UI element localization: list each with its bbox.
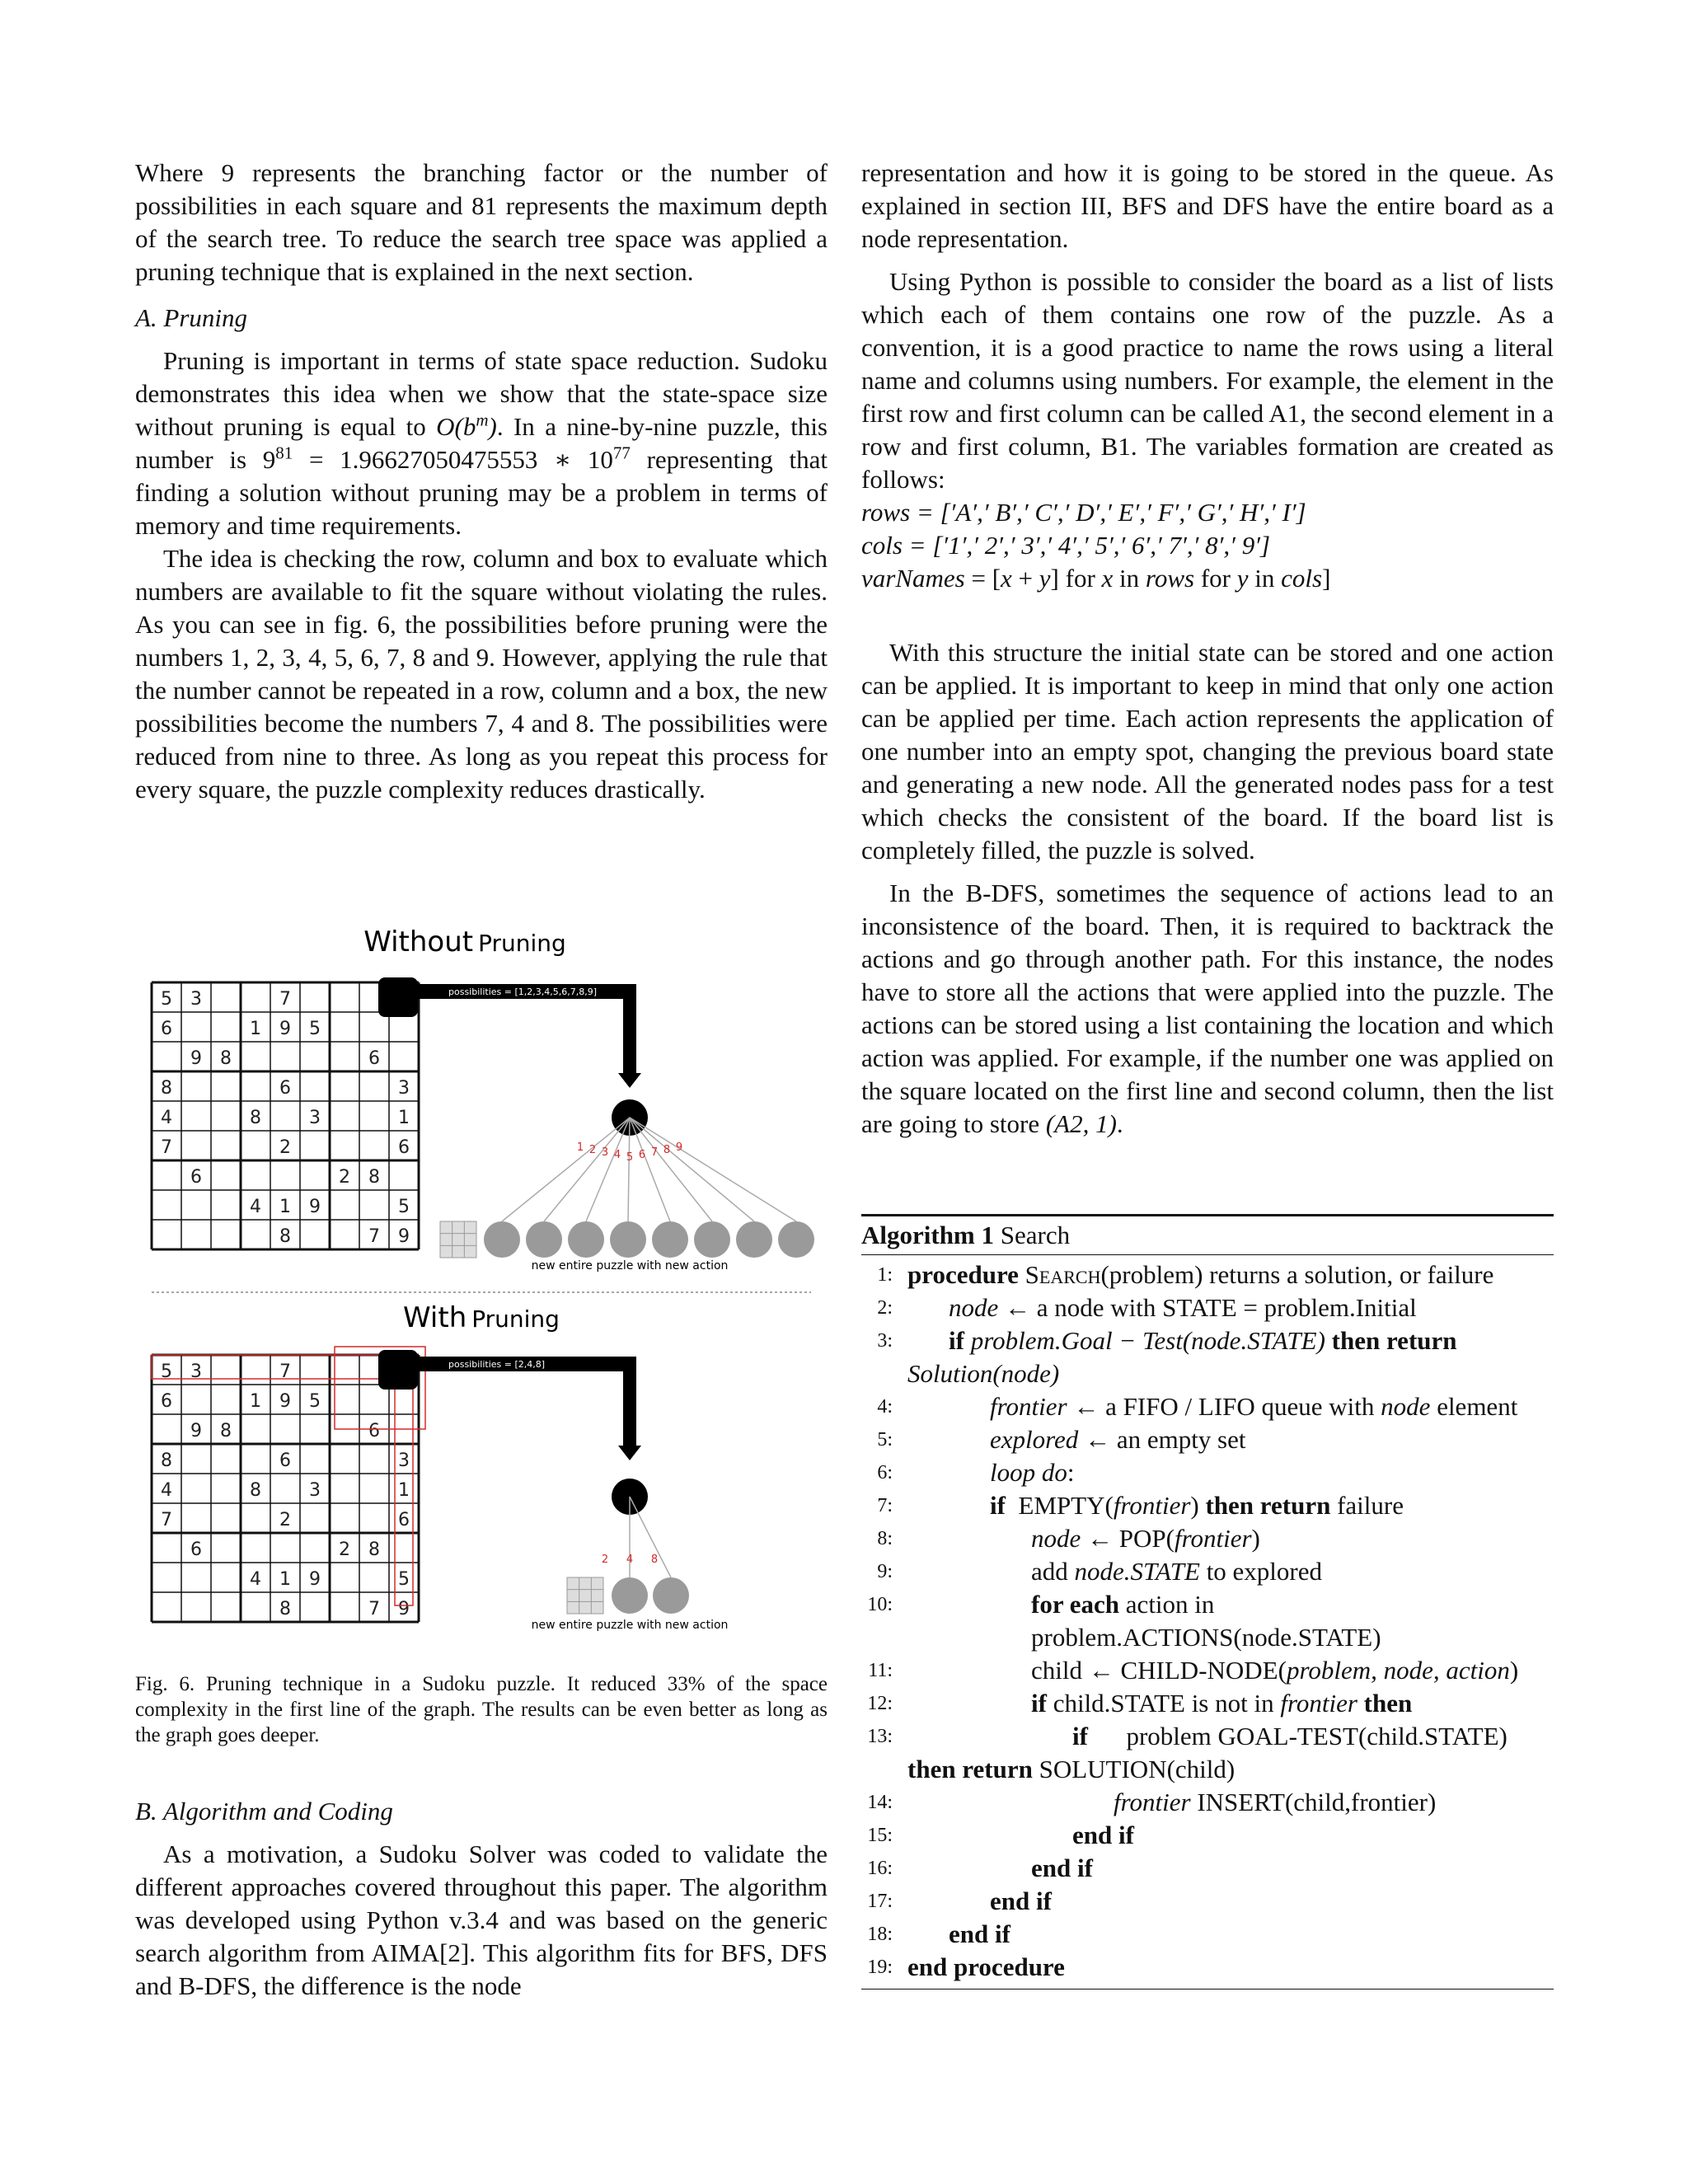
child-node bbox=[612, 1577, 648, 1614]
child-node bbox=[694, 1221, 730, 1258]
grid-cell-value: 6 bbox=[190, 1167, 202, 1188]
algo-line-7: 7: if EMPTY(frontier) then return failure bbox=[877, 1491, 1404, 1520]
child-node bbox=[484, 1221, 520, 1258]
grid-cell-value: 7 bbox=[368, 1599, 380, 1619]
child-node bbox=[652, 1221, 688, 1258]
grid-cell-value: 5 bbox=[398, 1197, 410, 1217]
figure-caption: Fig. 6. Pruning technique in a Sudoku puzzle. It reduced 33% of the space complexity in the first line of the graph. The results can be even better as long as the graph goes deeper. bbox=[135, 1673, 828, 1746]
branch-edge bbox=[630, 1118, 796, 1221]
algo-line-6: 6: loop do: bbox=[877, 1458, 1075, 1487]
child-node bbox=[653, 1577, 689, 1614]
algo-line-4: 4: frontier ← a FIFO / LIFO queue with node element bbox=[877, 1392, 1518, 1421]
grid-cell-value: 6 bbox=[161, 1019, 172, 1039]
section-b bbox=[135, 1795, 828, 2003]
child-node bbox=[568, 1221, 604, 1258]
branch-action-label: 2 bbox=[588, 1144, 597, 1156]
branch-action-label: 3 bbox=[601, 1146, 609, 1159]
right-paragraph-0: representation and how it is going to be stored in the queue. As explained in section III, BFS and DFS have the entire board as a node representation. bbox=[861, 158, 1554, 253]
branch-action-label: 9 bbox=[675, 1141, 683, 1154]
algo-line-8: 8: node ← POP(frontier) bbox=[877, 1524, 1260, 1553]
algo-line-19: 19: end procedure bbox=[867, 1952, 1065, 1981]
grid-cell-value: 9 bbox=[309, 1569, 321, 1590]
branch-edge bbox=[630, 1118, 670, 1221]
grid-cell-value: 8 bbox=[279, 1226, 291, 1247]
algo-line-1: 1: procedure Search(problem) returns a solution, or failure bbox=[877, 1260, 1494, 1289]
branch-action-label: 1 bbox=[576, 1141, 584, 1154]
algo-line-13: 13: if problem GOAL-TEST(child.STATE) bbox=[867, 1722, 1507, 1750]
algo-line-5: 5: explored ← an empty set bbox=[877, 1425, 1246, 1454]
right-column bbox=[861, 157, 1554, 1141]
grid-cell-value: 5 bbox=[309, 1391, 321, 1412]
algo-line-13-cont: then return SOLUTION(child) bbox=[907, 1755, 1236, 1783]
grid-cell-value: 1 bbox=[398, 1480, 410, 1501]
algo-line-10: 10: for each action in problem.ACTIONS(node.STATE) bbox=[867, 1590, 1381, 1652]
section-b-heading: B. Algorithm and Coding bbox=[135, 1797, 393, 1825]
rows-definition: rows = [′A′,′ B′,′ C′,′ D′,′ E′,′ F′,′ G′,′ H′,′ I′] bbox=[861, 498, 1306, 527]
grid-cell-value: 8 bbox=[250, 1480, 261, 1501]
grid-cell-value: 4 bbox=[161, 1108, 172, 1128]
grid-cell-value: 5 bbox=[309, 1019, 321, 1039]
grid-cell-value: 5 bbox=[398, 1569, 410, 1590]
algo-line-18: 18: end if bbox=[867, 1919, 1010, 1948]
grid-cell-value: 6 bbox=[398, 1137, 410, 1158]
grid-cell-value: 7 bbox=[279, 1361, 291, 1382]
grid-cell-value: 6 bbox=[279, 1451, 291, 1471]
grid-cell-value: 2 bbox=[279, 1510, 291, 1530]
grid-cell-value: 5 bbox=[161, 989, 172, 1010]
selected-cell-bottom bbox=[378, 1350, 418, 1390]
grid-cell-value: 6 bbox=[368, 1048, 380, 1069]
arrow-shaft-vertical-bottom bbox=[623, 1357, 636, 1447]
grid-cell-value: 1 bbox=[250, 1019, 261, 1039]
algorithm-title: Algorithm 1 Search bbox=[861, 1221, 1071, 1249]
branch-action-label: 4 bbox=[613, 1149, 621, 1161]
grid-cell-value: 3 bbox=[398, 1451, 410, 1471]
branch-label-bottom: new entire puzzle with new action bbox=[531, 1619, 729, 1632]
algo-line-3: 3: if problem.Goal − Test(node.STATE) then return bbox=[877, 1326, 1457, 1355]
varnames-definition: varNames = [x + y] for x in rows for y in cols] bbox=[861, 564, 1331, 593]
child-node bbox=[778, 1221, 814, 1258]
algo-line-12: 12: if child.STATE is not in frontier then bbox=[867, 1689, 1413, 1718]
grid-cell-value: 6 bbox=[190, 1540, 202, 1560]
mini-puzzle-icon bbox=[567, 1577, 603, 1614]
grid-cell-value: 8 bbox=[161, 1451, 172, 1471]
arrow-head-top bbox=[618, 1073, 641, 1088]
grid-cell-value: 4 bbox=[250, 1197, 261, 1217]
grid-cell-value: 1 bbox=[279, 1197, 291, 1217]
grid-cell-value: 8 bbox=[279, 1599, 291, 1619]
branch-edge bbox=[502, 1118, 630, 1221]
grid-cell-value: 8 bbox=[368, 1167, 380, 1188]
selected-cell-top bbox=[378, 977, 418, 1017]
grid-cell-value: 2 bbox=[339, 1167, 350, 1188]
algo-line-16: 16: end if bbox=[867, 1854, 1093, 1882]
grid-cell-value: 7 bbox=[368, 1226, 380, 1247]
arrow-head-bottom bbox=[618, 1446, 641, 1460]
grid-cell-value: 6 bbox=[279, 1078, 291, 1099]
grid-cell-value: 9 bbox=[398, 1599, 410, 1619]
right-paragraph-2: With this structure the initial state can be stored and one action can be applied. It is important to keep in mind that only one action can be applied per time. Each action represents the application of one number into an empty spot, changing the previous board state and generating a new node. All the generated nodes pass for a test which checks the consistent of the board. If the board list is completely filled, the puzzle is solved. bbox=[861, 638, 1554, 865]
grid-cell-value: 9 bbox=[398, 1226, 410, 1247]
left-column bbox=[135, 157, 828, 806]
algo-line-11: 11: child ← CHILD-NODE(problem, node, action) bbox=[868, 1656, 1519, 1685]
possibilities-label-bottom: possibilities = [2,4,8] bbox=[448, 1359, 546, 1370]
branch-label-top: new entire puzzle with new action bbox=[531, 1259, 729, 1272]
sudoku-grid-without-pruning bbox=[152, 982, 419, 1249]
pruning-paragraph-2: The idea is checking the row, column and box to evaluate which numbers are available to fit the square without violating the rules. As you can see in fig. 6, the possibilities before pruning were the numbers 1, 2, 3, 4, 5, 6, 7, 8 and 9. However, applying the rule that the number cannot be repeated in a row, column and a box, the new possibilities become the numbers 7, 4 and 8. The possibilities were reduced from nine to three. As long as you repeat this process for every square, the puzzle complexity reduces drastically. bbox=[135, 544, 828, 804]
child-node bbox=[736, 1221, 772, 1258]
child-node bbox=[610, 1221, 646, 1258]
algorithm-1 bbox=[861, 1214, 1554, 1990]
grid-cell-value: 8 bbox=[220, 1048, 232, 1069]
grid-cell-value: 2 bbox=[279, 1137, 291, 1158]
grid-cell-value: 6 bbox=[398, 1510, 410, 1530]
right-paragraph-3: In the B-DFS, sometimes the sequence of actions lead to an inconsistence of the board. Then, it is required to backtrack the actions and go through another path. For this instance, the nodes have to store all the actions that were applied into the puzzle. The actions can be stored using a list containing the location and which action was applied. For example, if the number one was applied on the square located on the first line and second column, then the list are going to store (A2, 1). bbox=[861, 879, 1554, 1138]
algo-line-14: 14: frontier INSERT(child,frontier) bbox=[867, 1788, 1437, 1816]
grid-cell-value: 8 bbox=[161, 1078, 172, 1099]
grid-cell-value: 9 bbox=[309, 1197, 321, 1217]
grid-cell-value: 7 bbox=[279, 989, 291, 1010]
grid-cell-value: 1 bbox=[398, 1108, 410, 1128]
top-title: Without Pruning bbox=[363, 926, 566, 958]
grid-cell-value: 3 bbox=[398, 1078, 410, 1099]
grid-cell-value: 4 bbox=[250, 1569, 261, 1590]
child-node bbox=[526, 1221, 562, 1258]
algo-line-17: 17: end if bbox=[867, 1886, 1052, 1915]
branch-action-label: 5 bbox=[626, 1151, 634, 1164]
arrow-shaft-vertical-top bbox=[623, 984, 636, 1075]
grid-cell-value: 6 bbox=[368, 1421, 380, 1441]
pruning-paragraph-1: Pruning is important in terms of state space reduction. Sudoku demonstrates this idea when we show that the state-space size without pruning is equal to $O(b^m)$. In a nine-by-nine puzzle, this number is $9^{81} = 1.96627050475553$ ∗ $10^{77}$ representing that finding a solution without pruning may be a problem in terms of memory and time requirements. bbox=[135, 346, 828, 540]
possibilities-label-top: possibilities = [1,2,3,4,5,6,7,8,9] bbox=[448, 987, 598, 997]
grid-cell-value: 3 bbox=[190, 989, 202, 1010]
grid-cell-value: 9 bbox=[279, 1391, 291, 1412]
algo-line-9: 9: add node.STATE to explored bbox=[877, 1557, 1323, 1586]
grid-cell-value: 7 bbox=[161, 1510, 172, 1530]
algo-line-3-cont: Solution(node) bbox=[907, 1359, 1060, 1388]
grid-cell-value: 7 bbox=[161, 1137, 172, 1158]
algo-line-2: 2: node ← a node with STATE = problem.Initial bbox=[877, 1293, 1417, 1322]
branch-action-label: 4 bbox=[626, 1554, 634, 1566]
branch-action-label: 8 bbox=[663, 1144, 671, 1156]
branch-action-label: 7 bbox=[650, 1146, 659, 1159]
branches-without-pruning bbox=[440, 1118, 814, 1258]
bottom-title: With Pruning bbox=[403, 1301, 560, 1334]
grid-cell-value: 9 bbox=[190, 1048, 202, 1069]
grid-cell-value: 4 bbox=[161, 1480, 172, 1501]
grid-cell-value: 9 bbox=[190, 1421, 202, 1441]
variable-definitions bbox=[861, 496, 1554, 595]
branch-edge bbox=[586, 1118, 630, 1221]
grid-cell-value: 6 bbox=[161, 1391, 172, 1412]
branch-edge bbox=[630, 1118, 712, 1221]
grid-cell-value: 1 bbox=[250, 1391, 261, 1412]
grid-cell-value: 3 bbox=[309, 1480, 321, 1501]
grid-cell-value: 9 bbox=[279, 1019, 291, 1039]
right-paragraph-1: Using Python is possible to consider the board as a list of lists which each of them contains one row of the puzzle. As a convention, it is a good practice to name the rows using a literal name and columns using numbers. For example, the element in the first row and first column can be called A1, the second element in a row and first column, B1. The variables formation are created as follows: bbox=[861, 267, 1554, 494]
cols-definition: cols = [′1′,′ 2′,′ 3′,′ 4′,′ 5′,′ 6′,′ 7′,′ 8′,′ 9′] bbox=[861, 531, 1271, 560]
grid-cell-value: 8 bbox=[368, 1540, 380, 1560]
algo-line-15: 15: end if bbox=[867, 1821, 1134, 1849]
branch-action-label: 6 bbox=[638, 1149, 646, 1161]
branch-edge bbox=[544, 1118, 630, 1221]
branch-action-label: 2 bbox=[601, 1554, 609, 1566]
branch-edge bbox=[630, 1118, 754, 1221]
grid-cell-value: 8 bbox=[220, 1421, 232, 1441]
pruning-diagram bbox=[135, 923, 828, 1632]
section-a-heading: A. Pruning bbox=[135, 303, 248, 332]
figure-6 bbox=[135, 923, 828, 1632]
grid-cell-value: 5 bbox=[161, 1361, 172, 1382]
intro-paragraph: Where 9 represents the branching factor or the number of possibilities in each square and 81 represents the maximum depth of the search tree. To reduce the search tree space was applied a pruning technique that is explained in the next section. bbox=[135, 158, 828, 286]
grid-cell-value: 2 bbox=[339, 1540, 350, 1560]
grid-cell-value: 8 bbox=[250, 1108, 261, 1128]
grid-cell-value: 3 bbox=[190, 1361, 202, 1382]
section-b-paragraph: As a motivation, a Sudoku Solver was coded to validate the different approaches covered throughout this paper. The algorithm was developed using Python v.3.4 and was based on the generic search algorithm from AIMA[2]. This algorithm fits for BFS, DFS and B-DFS, the difference is the node bbox=[135, 1840, 828, 2000]
grid-cell-value: 3 bbox=[309, 1108, 321, 1128]
mini-puzzle-icon bbox=[440, 1221, 476, 1258]
branch-action-label: 8 bbox=[650, 1554, 659, 1566]
grid-cell-value: 1 bbox=[279, 1569, 291, 1590]
sudoku-grid-with-pruning bbox=[152, 1355, 419, 1622]
